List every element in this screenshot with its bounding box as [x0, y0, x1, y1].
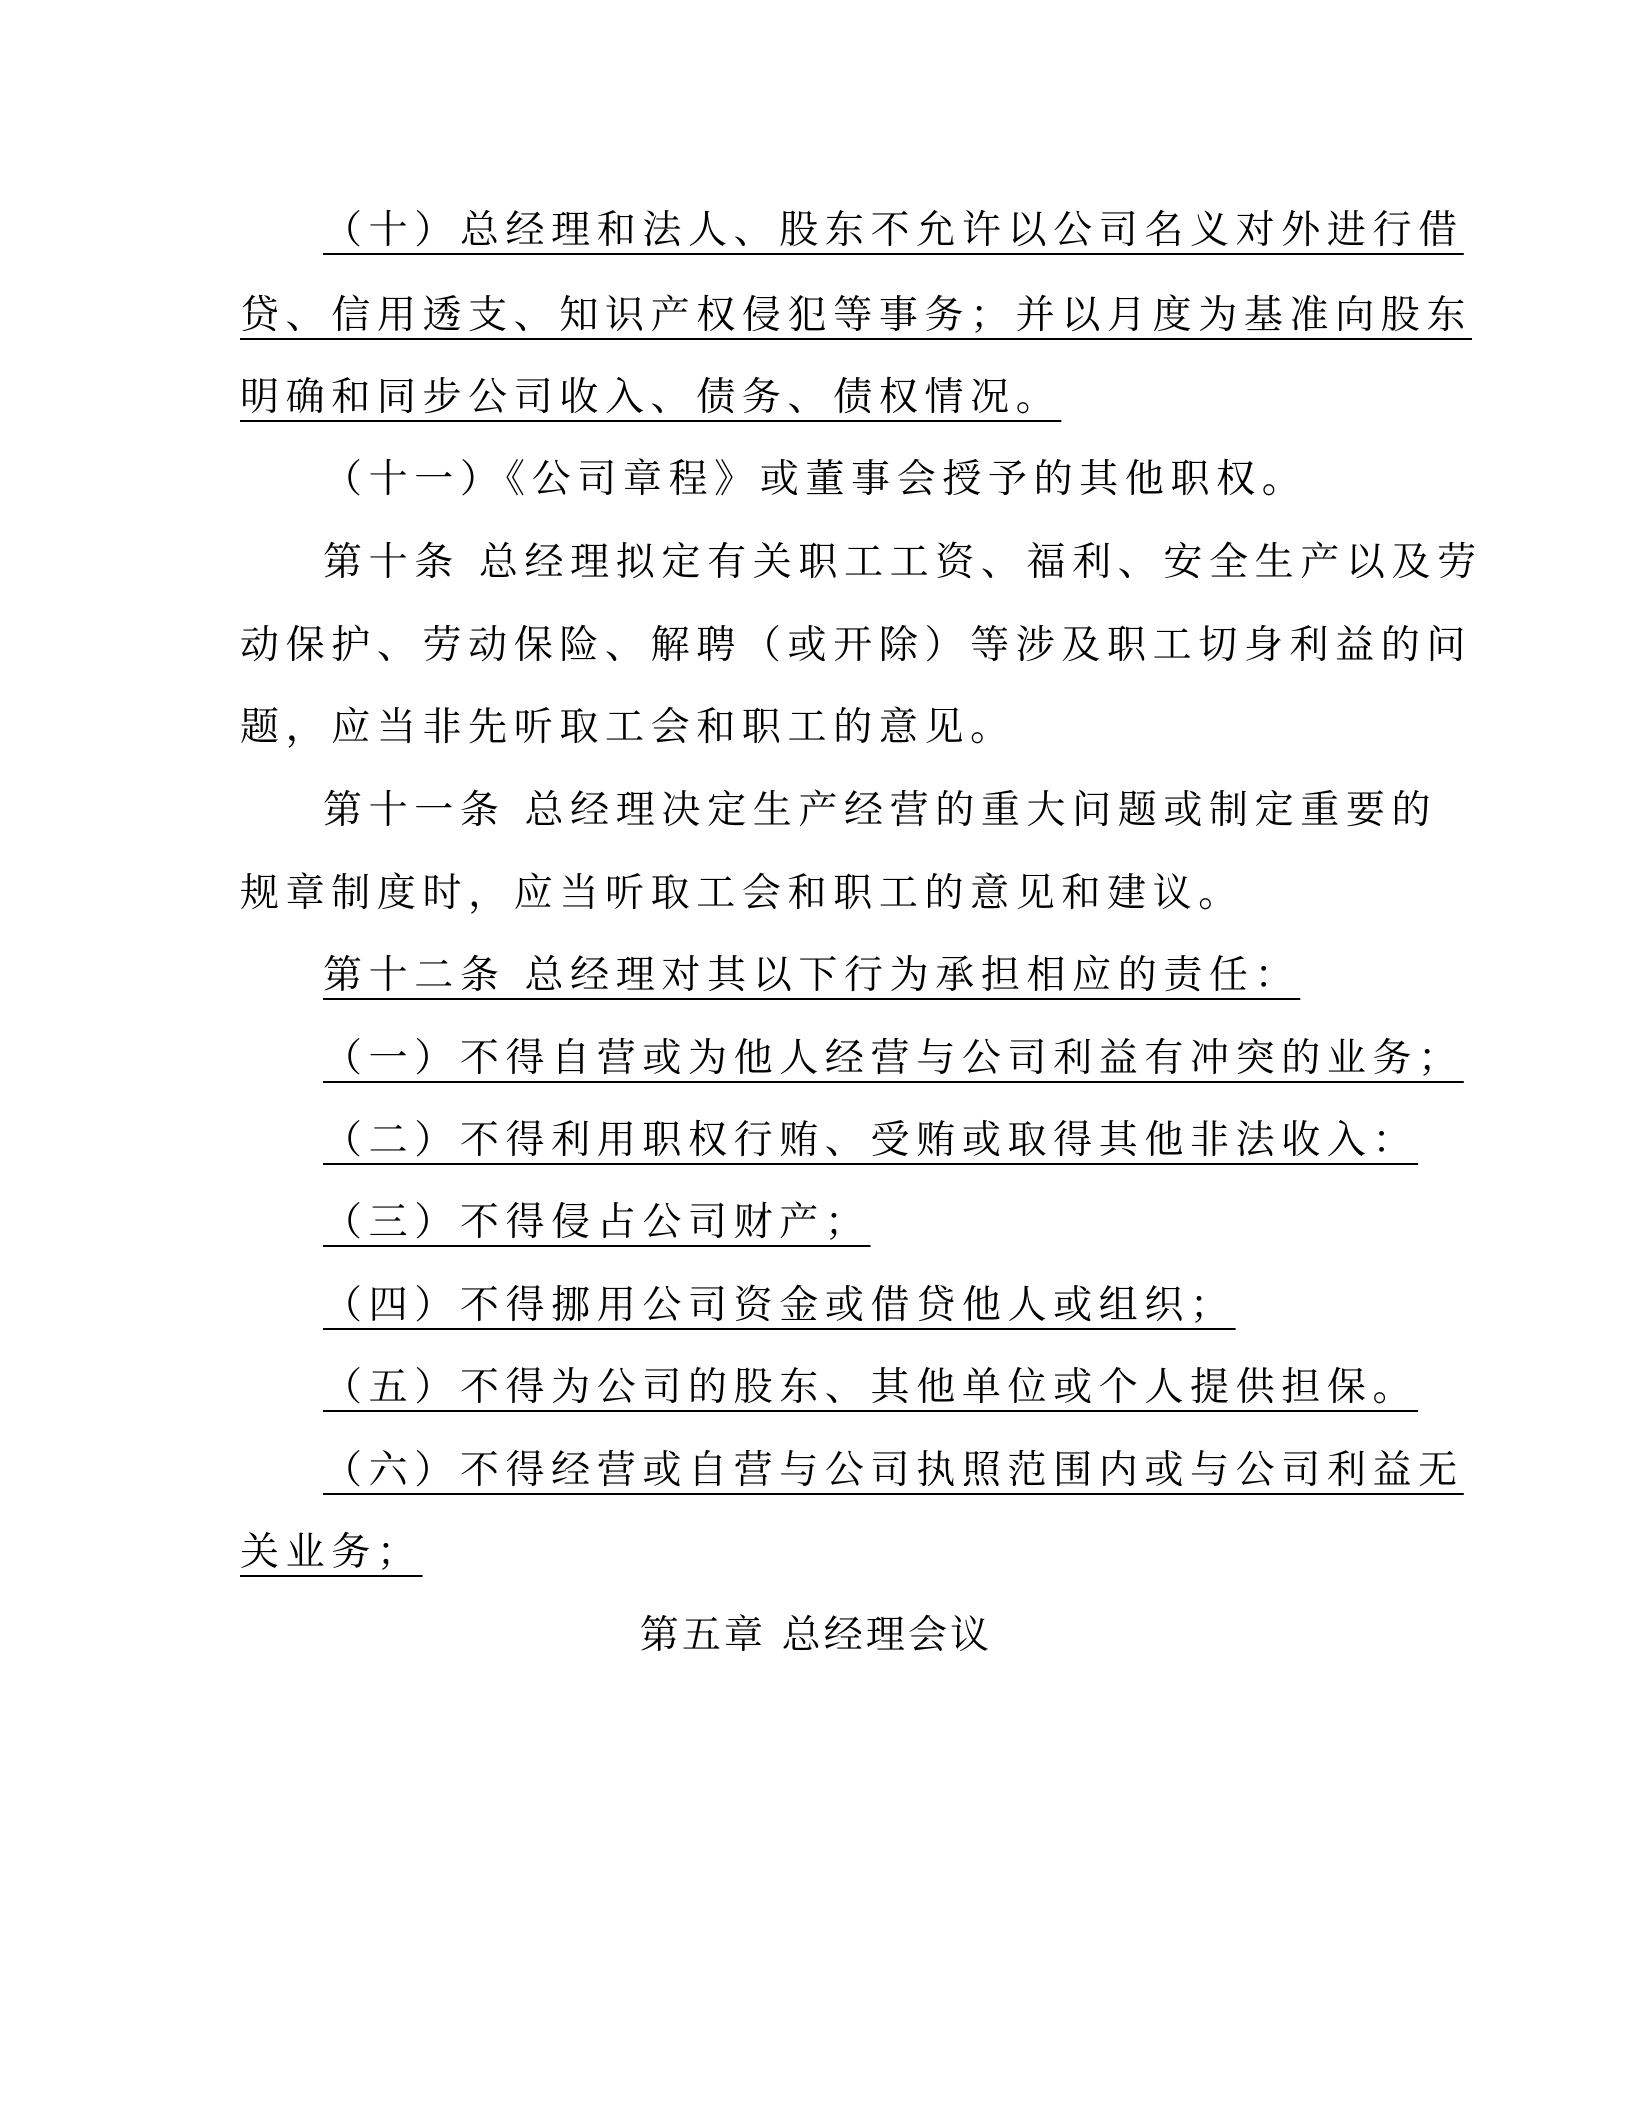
paragraph-line: （六）不得经营或自营与公司执照范围内或与公司利益无 — [323, 1448, 1464, 1493]
paragraph-line: （五）不得为公司的股东、其他单位或个人提供担保。 — [323, 1365, 1419, 1410]
paragraph-line: 贷、信用透支、知识产权侵犯等事务；并以月度为基准向股东 — [240, 293, 1473, 338]
paragraph-line: （十一）《公司章程》或董事会授予的其他职权。 — [323, 457, 1308, 502]
paragraph-line: 第十一条 总经理决定生产经营的重大问题或制定重要的 — [323, 788, 1438, 833]
paragraph-line: 第十二条 总经理对其以下行为承担相应的责任： — [323, 953, 1301, 998]
paragraph-line: 第十条 总经理拟定有关职工工资、福利、安全生产以及劳 — [323, 540, 1483, 585]
paragraph-line: 题，应当非先听取工会和职工的意见。 — [240, 705, 1016, 750]
paragraph-line: 规章制度时，应当听取工会和职工的意见和建议。 — [240, 871, 1244, 916]
paragraph-line: 动保护、劳动保险、解聘（或开除）等涉及职工切身利益的问 — [240, 623, 1473, 668]
paragraph-line: （一）不得自营或为他人经营与公司利益有冲突的业务； — [323, 1036, 1464, 1081]
chapter-title: 第五章 总经理会议 — [639, 1613, 993, 1658]
paragraph-line: 关业务； — [240, 1530, 423, 1575]
paragraph-line: 明确和同步公司收入、债务、债权情况。 — [240, 375, 1062, 420]
paragraph-line: （二）不得利用职权行贿、受贿或取得其他非法收入： — [323, 1118, 1419, 1163]
paragraph-line: （十）总经理和法人、股东不允许以公司名义对外进行借 — [323, 208, 1464, 253]
paragraph-line: （三）不得侵占公司财产； — [323, 1200, 871, 1245]
paragraph-line: （四）不得挪用公司资金或借贷他人或组织； — [323, 1283, 1236, 1328]
